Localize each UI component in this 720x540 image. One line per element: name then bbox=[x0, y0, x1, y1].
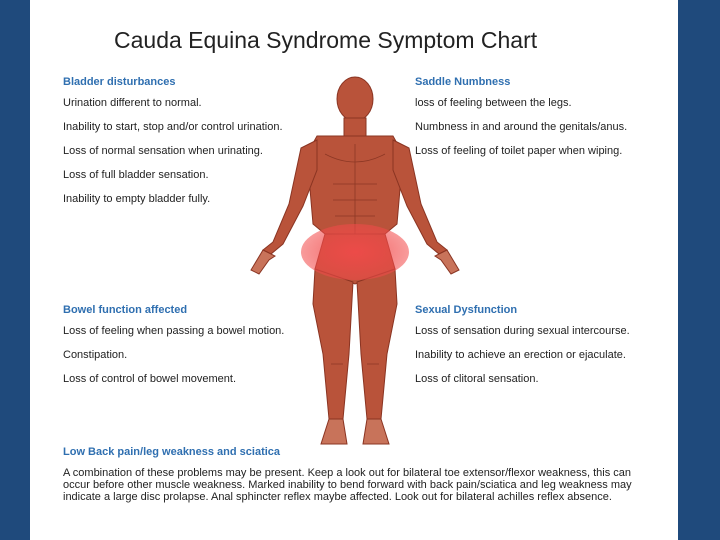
section-heading: Sexual Dysfunction bbox=[415, 304, 518, 316]
symptom-item: Loss of feeling of toilet paper when wiping. bbox=[415, 145, 623, 157]
section-low-back-pain bbox=[63, 446, 653, 503]
section-sexual-dysfunction bbox=[415, 304, 630, 397]
symptom-item: Inability to achieve an erection or ejaculate. bbox=[415, 349, 626, 361]
symptom-item: Loss of clitoral sensation. bbox=[415, 373, 539, 385]
symptom-item: Loss of sensation during sexual intercourse. bbox=[415, 325, 630, 337]
page-title: Cauda Equina Syndrome Symptom Chart bbox=[114, 27, 538, 53]
section-heading: Saddle Numbness bbox=[415, 76, 511, 88]
section-bowel-function bbox=[63, 304, 284, 397]
symptom-item: Numbness in and around the genitals/anus. bbox=[415, 121, 628, 133]
pelvis-highlight bbox=[301, 224, 409, 280]
symptom-item: Loss of control of bowel movement. bbox=[63, 373, 237, 385]
symptom-item: Inability to start, stop and/or control urination. bbox=[63, 121, 283, 133]
section-bladder-disturbances bbox=[63, 76, 283, 217]
symptom-item: Loss of normal sensation when urinating. bbox=[63, 145, 263, 157]
section-heading: Low Back pain/leg weakness and sciatica bbox=[63, 446, 281, 458]
symptom-item: Urination different to normal. bbox=[63, 97, 202, 109]
section-heading: Bladder disturbances bbox=[63, 76, 176, 88]
symptom-item: Inability to empty bladder fully. bbox=[63, 193, 211, 205]
symptom-item: Loss of full bladder sensation. bbox=[63, 169, 209, 181]
section-heading: Bowel function affected bbox=[63, 304, 188, 316]
section-paragraph: A combination of these problems may be present. Keep a look out for bilateral toe extensor/flexor weakness, this can occur before other muscle weakness. Marked inability to bend forward with back pain/sciatica and leg weakness may indicate a large disc prolapse. Anal sphincter reflex maybe affected. Look out for bilateral achilles reflex absence. bbox=[63, 467, 632, 503]
document-page bbox=[30, 0, 678, 540]
symptom-item: Constipation. bbox=[63, 349, 128, 361]
symptom-item: Loss of feeling when passing a bowel motion. bbox=[63, 325, 285, 337]
section-saddle-numbness bbox=[415, 76, 627, 169]
symptom-item: loss of feeling between the legs. bbox=[415, 97, 572, 109]
